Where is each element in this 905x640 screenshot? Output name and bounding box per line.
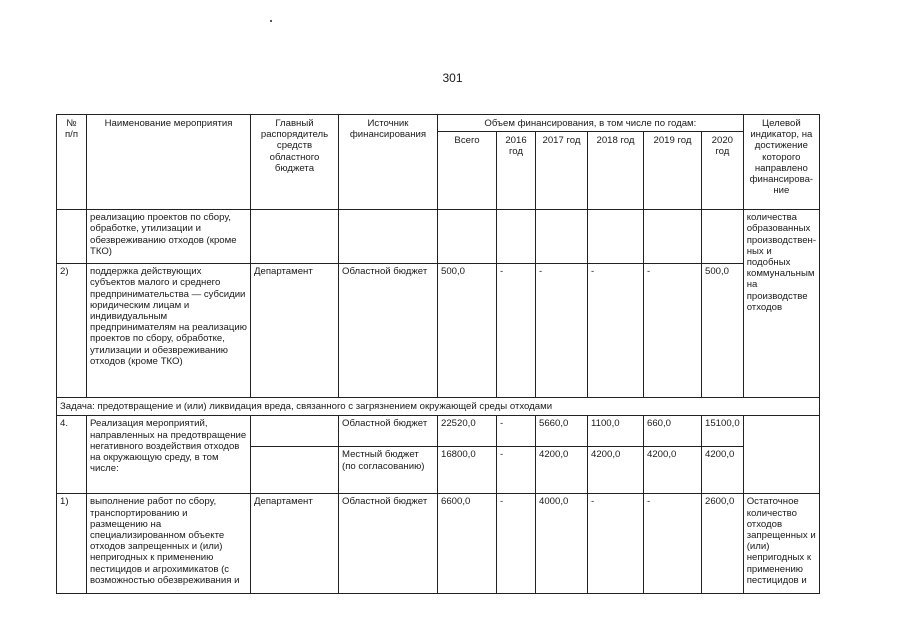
row-2019 [644, 210, 702, 264]
row-2019: 660,0 [644, 416, 702, 447]
row-2017: 4000,0 [536, 494, 588, 594]
table-row [57, 264, 820, 398]
header-year-2019: 2019 год [644, 132, 702, 210]
page-number: 301 [442, 71, 463, 85]
row-2016: - [497, 494, 536, 594]
task-text: Задача: предотвращение и (или) ликвидация вреда, связанного с загрязнением окружающей среды отходами [57, 398, 820, 416]
row-2016 [497, 210, 536, 264]
row-2020: 4200,0 [702, 447, 744, 494]
header-admin: Главный распорядитель средств областного бюджета [251, 115, 339, 210]
row-indicator: количества образованных производствен-ных и подобных коммунальным на производстве отходов [743, 210, 819, 398]
row-admin: Департамент [251, 264, 339, 398]
row-num [57, 210, 87, 264]
scan-speck [270, 20, 272, 22]
row-2018: - [588, 264, 644, 398]
row-2017: - [536, 264, 588, 398]
header-volume: Объем финансирования, в том числе по годам: [438, 115, 744, 132]
row-admin [251, 210, 339, 264]
header-source: Источник финансирования [339, 115, 438, 210]
header-year-2017: 2017 год [536, 132, 588, 210]
row-admin: Департамент [251, 494, 339, 594]
row-2018: 1100,0 [588, 416, 644, 447]
row-2018: - [588, 494, 644, 594]
header-name: Наименование мероприятия [87, 115, 251, 210]
header-year-2018: 2018 год [588, 132, 644, 210]
table-row [57, 494, 820, 594]
task-row [57, 398, 820, 416]
row-source [339, 210, 438, 264]
row-name: поддержка действующих субъектов малого и среднего предпринимательства — субсидии юридическим лицам и индивидуальным предпринимателям на реализацию проектов по сбору, обработке, утилизации и обезвреживанию отходов (кроме ТКО) [87, 264, 251, 398]
row-total: 500,0 [438, 264, 497, 398]
row-2019: - [644, 494, 702, 594]
header-indicator: Целевой индикатор, на достижение которого направлено финансирова-ние [743, 115, 819, 210]
row-2020: 500,0 [702, 264, 744, 398]
row-num: 2) [57, 264, 87, 398]
row-total: 16800,0 [438, 447, 497, 494]
row-source: Областной бюджет [339, 494, 438, 594]
row-admin [251, 447, 339, 494]
header-year-2016: 2016 год [497, 132, 536, 210]
row-2020: 15100,0 [702, 416, 744, 447]
row-num: 1) [57, 494, 87, 594]
table-row [57, 416, 820, 447]
row-2018: 4200,0 [588, 447, 644, 494]
row-total: 6600,0 [438, 494, 497, 594]
row-2017: 5660,0 [536, 416, 588, 447]
row-total [438, 210, 497, 264]
row-2017: 4200,0 [536, 447, 588, 494]
row-2020: 2600,0 [702, 494, 744, 594]
financing-table [56, 114, 820, 594]
table-row [57, 210, 820, 264]
row-name: выполнение работ по сбору, транспортированию и размещению на специализированном объекте отходов запрещенных и (или) непригодных к применению пестицидов и агрохимикатов (с возможностью обезвреживания и [87, 494, 251, 594]
row-2016: - [497, 447, 536, 494]
row-2016: - [497, 416, 536, 447]
row-source: Областной бюджет [339, 416, 438, 447]
header-num: № п/п [57, 115, 87, 210]
header-year-2020: 2020 год [702, 132, 744, 210]
row-2019: 4200,0 [644, 447, 702, 494]
row-2020 [702, 210, 744, 264]
row-admin [251, 416, 339, 447]
row-2019: - [644, 264, 702, 398]
row-2017 [536, 210, 588, 264]
row-name: реализацию проектов по сбору, обработке, утилизации и обезвреживанию отходов (кроме ТКО) [87, 210, 251, 264]
row-2018 [588, 210, 644, 264]
row-indicator: Остаточное количество отходов запрещенных и (или) непригодных к применению пестицидов и [743, 494, 819, 594]
row-name: Реализация мероприятий, направленных на предотвращение негативного воздействия отходов на окружающую среду, в том числе: [87, 416, 251, 494]
row-total: 22520,0 [438, 416, 497, 447]
row-2016: - [497, 264, 536, 398]
row-indicator [743, 416, 819, 494]
row-source: Областной бюджет [339, 264, 438, 398]
row-source: Местный бюджет (по согласованию) [339, 447, 438, 494]
row-num: 4. [57, 416, 87, 494]
header-total: Всего [438, 132, 497, 210]
